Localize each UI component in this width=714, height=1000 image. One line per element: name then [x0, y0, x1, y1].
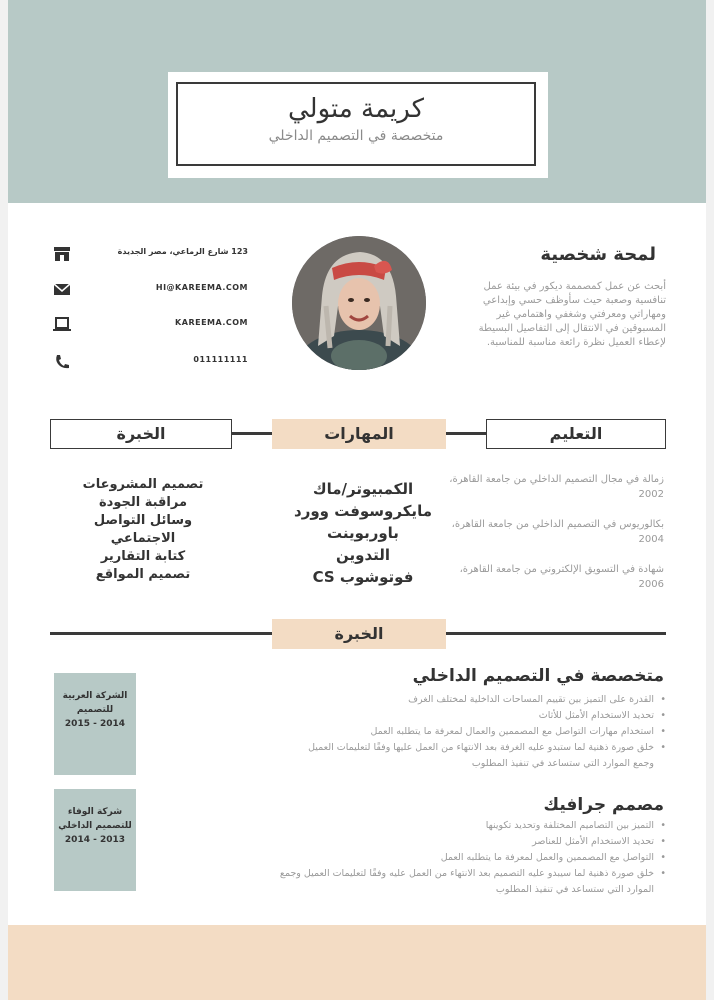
- contact-phone[interactable]: [48, 351, 248, 373]
- skills-heading: المهارات: [272, 419, 446, 449]
- education-item: بكالوريوس في التصميم الداخلي من جامعة القاهرة، 2004: [451, 519, 664, 545]
- education-item: شهادة في التسويق الإلكتروني من جامعة القاهرة، 2006: [459, 564, 664, 590]
- company-name: الشركة العربية للتصميم: [62, 691, 128, 715]
- company-period: 2013 - 2014: [64, 835, 126, 845]
- skill-item: الكمبيوتر/ماك: [312, 480, 414, 498]
- skill-item: باوربوينت: [327, 524, 399, 542]
- footer-band: [8, 925, 706, 1000]
- resume-page: [8, 0, 706, 1000]
- full-name: كريمة متولي: [288, 94, 424, 124]
- job-title-header: متخصصة في التصميم الداخلي: [268, 128, 444, 144]
- company-box: [54, 789, 136, 891]
- job-bullet-continuation: الموارد التي ستساعد في تنفيذ المطلوب: [495, 884, 654, 895]
- education-list: [438, 472, 664, 607]
- company-box: [54, 673, 136, 775]
- education-heading: التعليم: [486, 419, 666, 449]
- experience-short-item: وسائل التواصل: [93, 513, 193, 528]
- company-name: شركة الوفاء للتصميم الداخلي: [58, 807, 132, 831]
- envelope-icon: [52, 281, 72, 299]
- experience-heading: الخبرة: [272, 619, 446, 649]
- laptop-icon: [52, 316, 72, 334]
- contact-address: [48, 243, 248, 265]
- phone-icon: [52, 353, 72, 371]
- skill-item: فوتوشوب CS: [312, 568, 414, 586]
- job-bullet: • القدرة على التميز بين تقييم المساحات الداخلية لمختلف الغرف: [158, 692, 666, 708]
- job-bullet: • تحديد الاستخدام الأمثل للأثاث: [158, 708, 666, 724]
- contact-website[interactable]: [48, 314, 248, 336]
- job-bullet: • خلق صورة ذهنية لما سيبدو عليه التصميم بعد الانتهاء من العمل عليه وفقًا لتعليمات العميل وجمع: [158, 866, 666, 882]
- store-icon: [52, 245, 72, 263]
- skill-item: التدوين: [335, 546, 391, 564]
- name-card: [168, 72, 548, 178]
- email-text[interactable]: HI@KAREEMA.COM: [155, 283, 248, 292]
- profile-heading: لمحة شخصية: [540, 244, 656, 265]
- job-bullet: • تحديد الاستخدام الأمثل للعناصر: [158, 834, 666, 850]
- experience-short-item: تصميم المشروعات: [82, 477, 204, 492]
- skills-list: [270, 478, 456, 588]
- experience-short-list: [48, 476, 238, 584]
- contact-email[interactable]: [48, 279, 248, 301]
- job-bullet: • استخدام مهارات التواصل مع المصممين والعمال لمعرفة ما يتطلبه العمل: [158, 724, 666, 740]
- job-title: متخصصة في التصميم الداخلي: [412, 666, 664, 686]
- job-bullet: • خلق صورة ذهنية لما ستبدو عليه الغرفة بعد الانتهاء من العمل عليها وفقًا لتعليمات العميل: [158, 740, 666, 756]
- website-text[interactable]: KAREEMA.COM: [175, 318, 248, 327]
- company-period: 2014 - 2015: [64, 719, 126, 729]
- job-bullets: [158, 818, 666, 898]
- education-item: زمالة في مجال التصميم الداخلي من جامعة القاهرة، 2002: [449, 474, 664, 500]
- job-bullet: • التواصل مع المصممين والعمل لمعرفة ما يتطلبه العمل: [158, 850, 666, 866]
- experience-short-item: كتابة التقارير: [100, 549, 186, 564]
- portrait-photo: [292, 236, 426, 370]
- experience-short-item: مراقبة الجودة: [98, 495, 188, 510]
- profile-text: أبحث عن عمل كمصممة ديكور في بيئة عمل تنافسية وصعبة حيث سأوظف حسي وإبداعي ومهاراتي ومعرفتي وشغفي واهتمامي غير المسبوقين في الانتقال إلى التفاصيل البسيطة لإعطاء العميل نظرة رائعة مناسبة للمناسبة.: [478, 281, 666, 348]
- job-bullet-continuation: وجمع الموارد التي ستساعد في تنفيذ المطلوب: [471, 758, 654, 769]
- job-title: مصمم جرافيك: [543, 795, 664, 815]
- experience-short-heading: الخبرة: [50, 419, 232, 449]
- address-text: 123 شارع الرماعي، مصر الجديدة: [117, 247, 248, 256]
- experience-short-item: الاجتماعي: [110, 531, 176, 546]
- job-bullets: [158, 692, 666, 772]
- job-bullet: • التميز بين التصاميم المختلفة وتحديد تكوينها: [158, 818, 666, 834]
- phone-text[interactable]: 011111111: [193, 355, 248, 364]
- avatar: [292, 236, 426, 370]
- experience-short-item: تصميم المواقع: [95, 567, 191, 582]
- skill-item: مايكروسوفت وورد: [294, 502, 432, 520]
- name-frame: [176, 82, 536, 166]
